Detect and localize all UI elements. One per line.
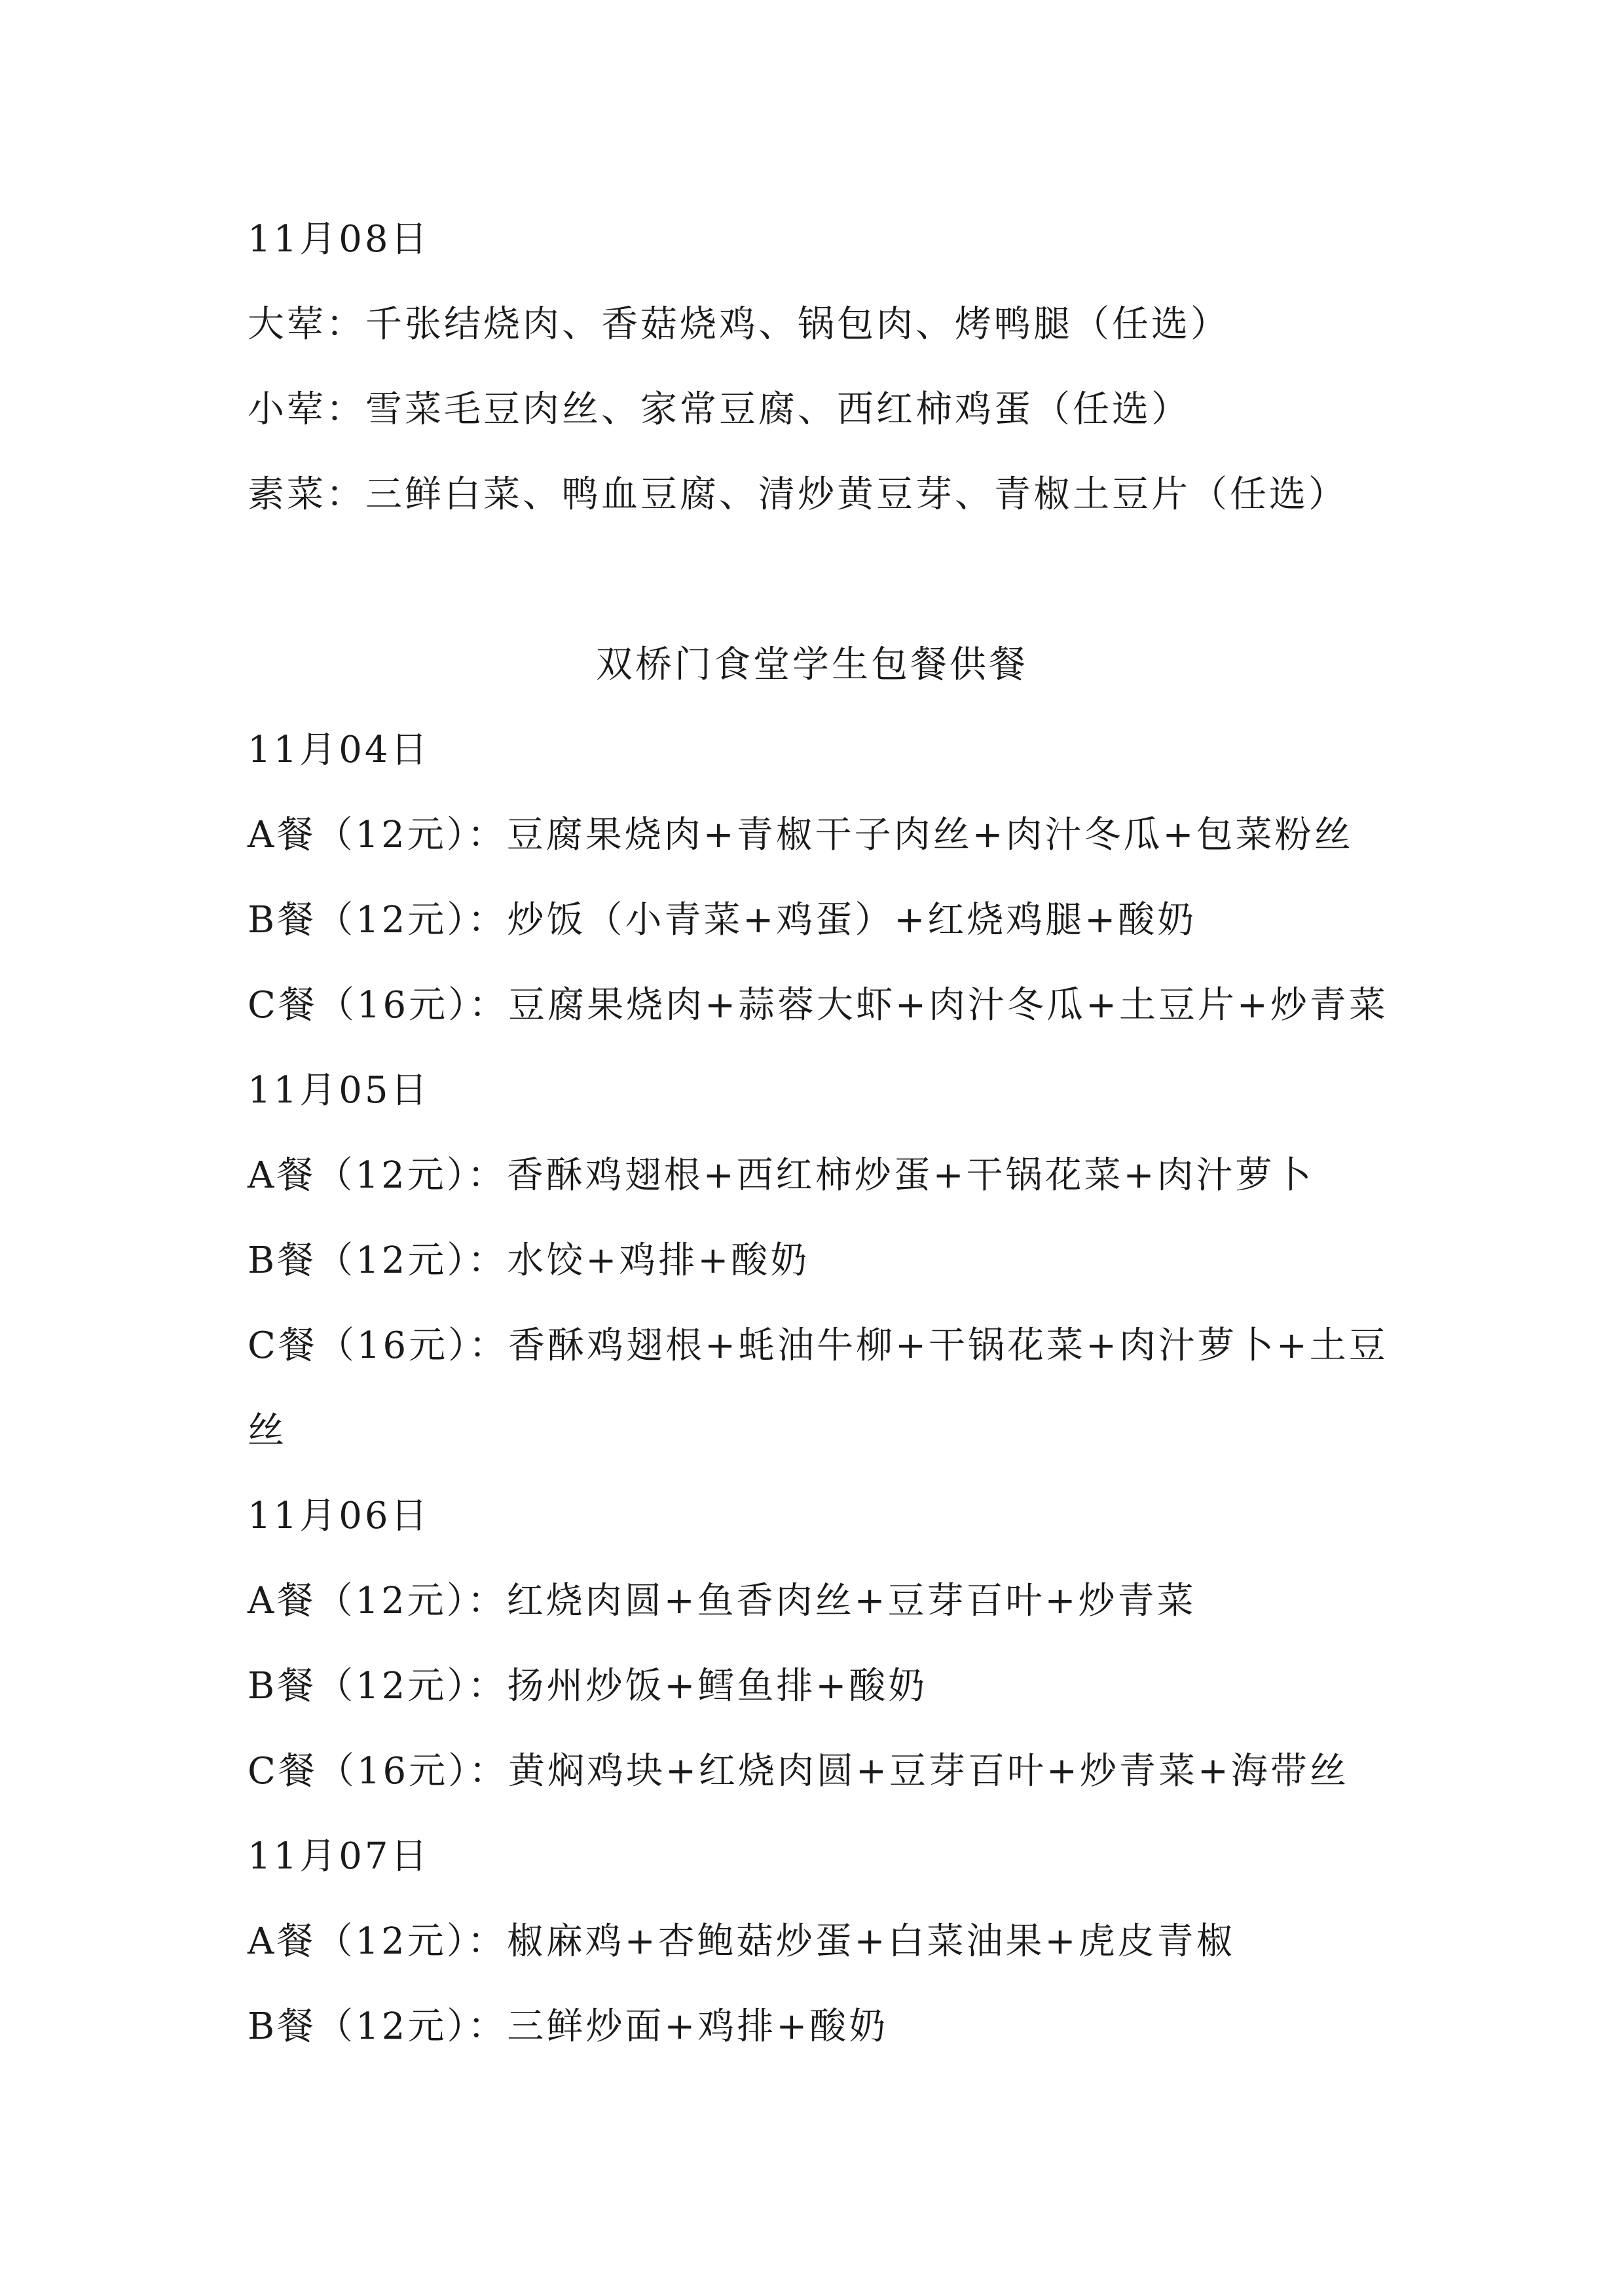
meal-line-a: A餐（12元）：椒麻鸡+杏鲍菇炒蛋+白菜油果+虎皮青椒 [248,1920,1236,1963]
date-line: 11月06日 [248,1495,430,1537]
meal-line-c: C餐（16元）：香酥鸡翅根+蚝油牛柳+干锅花菜+肉汁萝卜+土豆 [248,1324,1388,1367]
meal-line-b: B餐（12元）：三鲜炒面+鸡排+酸奶 [248,2005,889,2048]
date-line: 11月04日 [248,729,430,771]
meal-line-a: A餐（12元）：豆腐果烧肉+青椒干子肉丝+肉汁冬瓜+包菜粉丝 [248,814,1354,856]
meal-line-b: B餐（12元）：炒饭（小青菜+鸡蛋）+红烧鸡腿+酸奶 [248,899,1197,941]
date-line: 11月07日 [248,1835,430,1878]
date-line: 11月05日 [248,1069,430,1112]
meal-line-b: B餐（12元）：水饺+鸡排+酸奶 [248,1239,810,1282]
menu-line-big-meat: 大荤：千张结烧肉、香菇烧鸡、锅包肉、烤鸭腿（任选） [248,303,1230,346]
meal-line-b: B餐（12元）：扬州炒饭+鳕鱼排+酸奶 [248,1665,928,1707]
meal-line-c: C餐（16元）：豆腐果烧肉+蒜蓉大虾+肉汁冬瓜+土豆片+炒青菜 [248,984,1388,1027]
date-line: 11月08日 [248,218,430,261]
meal-line-c-wrap: 丝 [248,1410,287,1452]
meal-line-a: A餐（12元）：香酥鸡翅根+西红柿炒蛋+干锅花菜+肉汁萝卜 [248,1154,1314,1197]
section-title: 双桥门食堂学生包餐供餐 [596,644,1028,686]
menu-line-vegetable: 素菜：三鲜白菜、鸭血豆腐、清炒黄豆芽、青椒土豆片（任选） [248,473,1348,516]
menu-line-small-meat: 小荤：雪菜毛豆肉丝、家常豆腐、西红柿鸡蛋（任选） [248,388,1190,431]
meal-line-a: A餐（12元）：红烧肉圆+鱼香肉丝+豆芽百叶+炒青菜 [248,1580,1196,1622]
meal-line-c: C餐（16元）：黄焖鸡块+红烧肉圆+豆芽百叶+炒青菜+海带丝 [248,1750,1349,1793]
